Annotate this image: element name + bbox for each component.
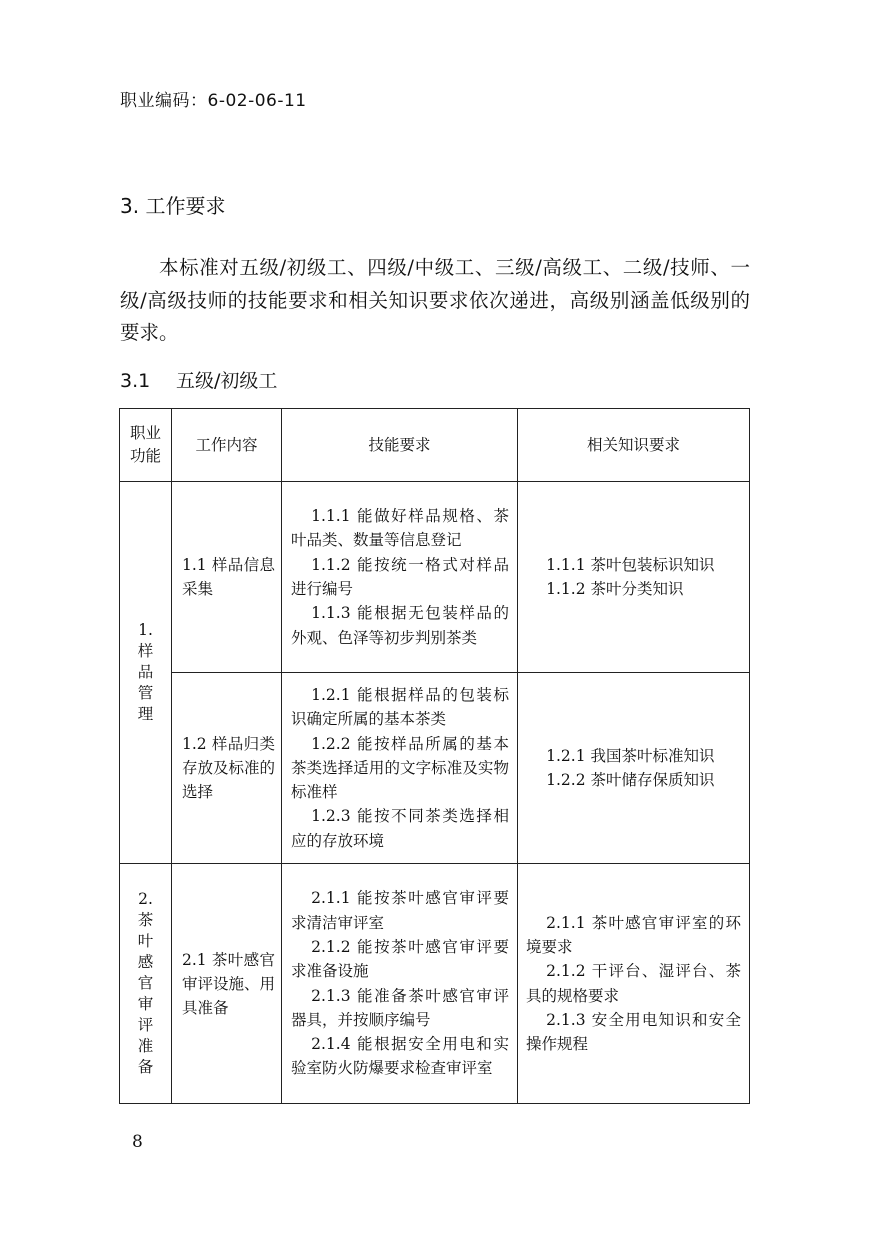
content-cell: 2.1 茶叶感官审评设施、用具准备 bbox=[172, 864, 282, 1104]
skill-item: 2.1.2 能按茶叶感官审评要求准备设施 bbox=[291, 937, 509, 981]
skill-item: 1.2.2 能按样品所属的基本茶类选择适用的文字标准及实物标准样 bbox=[291, 734, 509, 802]
skill-item: 1.1.2 能按统一格式对样品进行编号 bbox=[291, 555, 509, 598]
knowledge-item: 1.2.1 我国茶叶标准知识 bbox=[546, 746, 715, 765]
function-cell bbox=[120, 482, 172, 864]
knowledge-item: 1.1.1 茶叶包装标识知识 bbox=[546, 555, 715, 574]
occupation-code: 职业编码：6-02-06-11 bbox=[120, 91, 307, 111]
function-label: 2.茶叶感官审评准备 bbox=[137, 890, 154, 1076]
table-row bbox=[120, 482, 750, 673]
subsection-label: 五级/初级工 bbox=[176, 370, 278, 392]
intro-paragraph: 本标准对五级/初级工、四级/中级工、三级/高级工、二级/技师、一级/高级技师的技能要求和相关知识要求依次递进，高级别涵盖低级别的要求。 bbox=[120, 256, 750, 344]
section-title: 3. 工作要求 bbox=[120, 194, 226, 218]
table-row bbox=[120, 673, 750, 864]
skills-cell bbox=[282, 482, 518, 673]
knowledge-cell bbox=[518, 864, 750, 1104]
skills-cell bbox=[282, 673, 518, 864]
skill-item: 1.2.3 能按不同茶类选择相应的存放环境 bbox=[291, 807, 509, 850]
skills-cell bbox=[282, 864, 518, 1104]
header-skills: 技能要求 bbox=[282, 409, 518, 482]
knowledge-cell bbox=[518, 482, 750, 673]
subsection-title bbox=[120, 366, 277, 393]
knowledge-item: 2.1.3 安全用电知识和安全操作规程 bbox=[526, 1010, 741, 1054]
requirements-table bbox=[119, 408, 750, 1104]
skill-item: 2.1.3 能准备茶叶感官审评器具，并按顺序编号 bbox=[291, 986, 509, 1029]
skill-item: 1.1.3 能根据无包装样品的外观、色泽等初步判别茶类 bbox=[291, 604, 509, 647]
header-knowledge: 相关知识要求 bbox=[518, 409, 750, 482]
knowledge-item: 2.1.2 干评台、湿评台、茶具的规格要求 bbox=[526, 962, 741, 1005]
header-function: 职业功能 bbox=[120, 409, 172, 482]
skill-item: 1.2.1 能根据样品的包装标识确定所属的基本茶类 bbox=[291, 685, 509, 729]
knowledge-cell bbox=[518, 673, 750, 864]
skill-item: 1.1.1 能做好样品规格、茶叶品类、数量等信息登记 bbox=[291, 507, 509, 550]
table-row bbox=[120, 864, 750, 1104]
knowledge-item: 2.1.1 茶叶感官审评室的环境要求 bbox=[526, 913, 741, 956]
content-cell: 1.1 样品信息采集 bbox=[172, 482, 282, 673]
page-number: 8 bbox=[132, 1132, 143, 1152]
skill-item: 2.1.1 能按茶叶感官审评要求清洁审评室 bbox=[291, 889, 509, 932]
function-label: 1.样品管理 bbox=[137, 621, 154, 723]
subsection-number: 3.1 bbox=[120, 370, 151, 392]
knowledge-item: 1.1.2 茶叶分类知识 bbox=[546, 580, 684, 598]
skill-item: 2.1.4 能根据安全用电和实验室防火防爆要求检查审评室 bbox=[291, 1035, 509, 1078]
content-cell: 1.2 样品归类存放及标准的选择 bbox=[172, 673, 282, 864]
table-header-row bbox=[120, 409, 750, 482]
knowledge-item: 1.2.2 茶叶储存保质知识 bbox=[546, 771, 715, 789]
function-cell bbox=[120, 864, 172, 1104]
header-content: 工作内容 bbox=[172, 409, 282, 482]
